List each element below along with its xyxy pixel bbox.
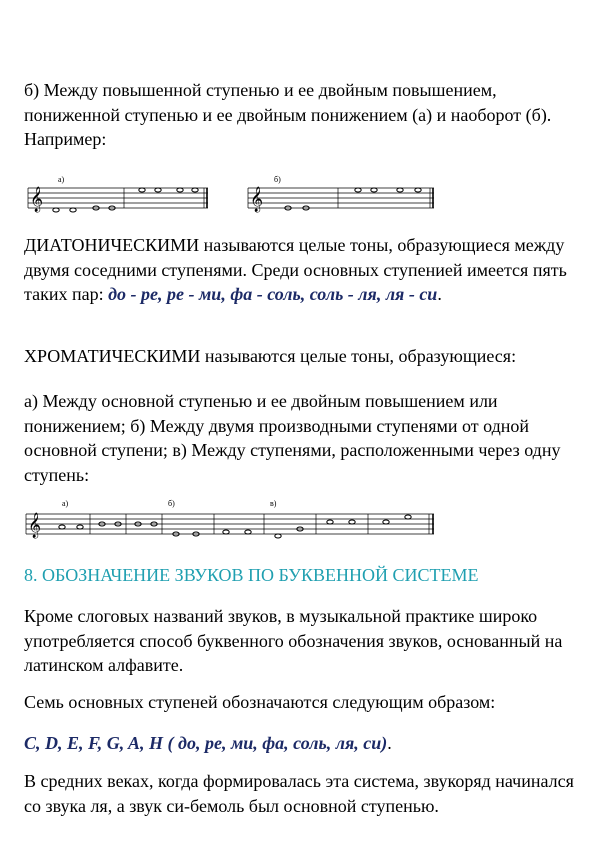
paragraph-seven-steps: Семь основных ступеней обозначаются следующим образом: [24,692,496,712]
svg-text:𝄞: 𝄞 [30,186,44,211]
paragraph-letters-intro: Кроме слоговых названий звуков, в музыкальной практике широко употребляется способ буквенного обозначения звуков, основанный на латинском алфавите. [24,606,563,675]
letter-list: C, D, E, F, G, A, H ( до, ре, ми, фа, соль, ля, си) [24,733,388,753]
example-label-2b: б) [168,499,175,508]
music-example-2 [26,496,438,544]
treble-clef-icon [28,512,41,538]
paragraph-letter-list [24,731,576,756]
treble-clef-icon [30,186,43,212]
paragraph-history: В средних веках, когда формировалась эта система, звукоряд начинался со звука ля, а звук си-бемоль был основной ступенью. [24,771,574,816]
section-title: 8. ОБОЗНАЧЕНИЕ ЗВУКОВ ПО БУКВЕННОЙ СИСТЕМЕ [24,565,479,585]
treble-clef-icon [250,186,263,212]
diatonic-end: . [437,284,442,304]
paragraph-b: б) Между повышенной ступенью и ее двойным повышением, пониженной ступенью и ее двойным понижением (а) и наоборот (б). Например: [24,80,552,149]
example-label-b: б) [274,175,281,184]
diatonic-pairs: до - ре, ре - ми, фа - соль, соль - ля, ля - си [108,284,438,304]
diatonic-lead: ДИАТОНИЧЕСКИМИ называются целые тоны, образующиеся между двумя соседними ступенями. Среди основных ступенией имеется пять таких пар: [24,235,567,304]
paragraph-chromatic-body: а) Между основной ступенью и ее двойным повышением или понижением; б) Между двумя производными ступенями от одной основной ступени; в) Между ступенями, расположенными через одну ступень: [24,391,561,485]
paragraph-diatonic [24,233,576,307]
music-example-1a [28,174,213,214]
letter-list-end: . [387,733,392,753]
example-label-a: а) [58,175,65,184]
svg-text:𝄞: 𝄞 [28,512,42,537]
example-label-2c: в) [270,499,277,508]
example-label-2a: а) [62,499,69,508]
paragraph-chromatic-intro: ХРОМАТИЧЕСКИМИ называются целые тоны, образующиеся: [24,346,517,366]
music-example-1b [248,174,438,214]
svg-text:𝄞: 𝄞 [250,186,264,211]
